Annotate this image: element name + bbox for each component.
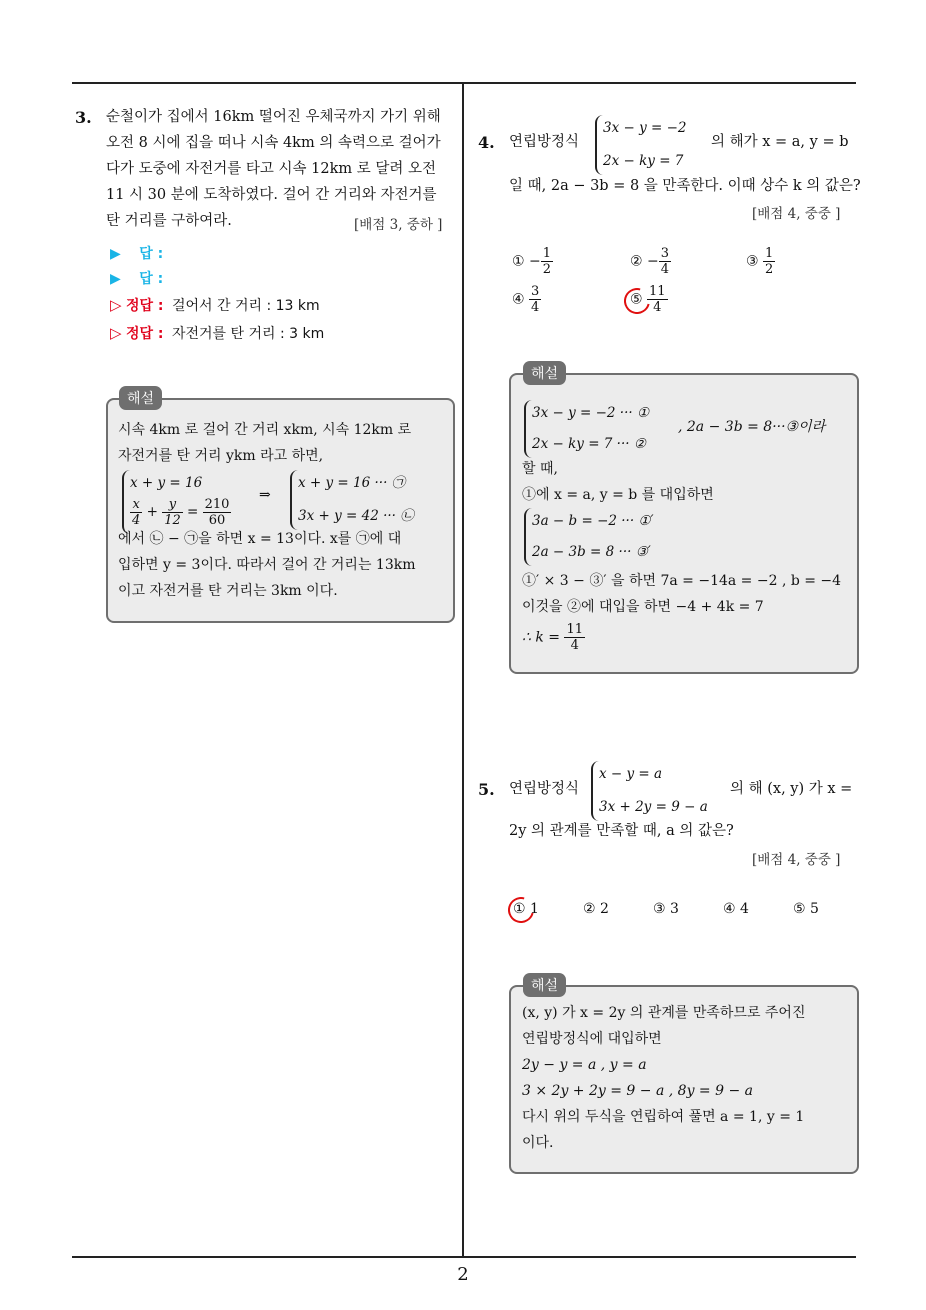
fraction: $\frac{11}{4}$	[649, 284, 666, 315]
q5-explanation-tag: 해설	[523, 973, 566, 997]
q3-explain-line: 입하면 y = 3이다. 따라서 걸어 간 거리는 13km	[118, 557, 416, 573]
q4-explain-system-1	[524, 400, 649, 458]
q3-explain-line: 자전거를 탄 거리 ykm 라고 하면,	[118, 448, 324, 464]
play-triangle-icon: ▶	[110, 246, 121, 262]
equation: 2a − 3b = 8 ··· ③′	[532, 544, 651, 560]
answer-label: 답 :	[139, 246, 164, 262]
q5-explain-line: 2y − y = a , y = a	[522, 1057, 647, 1073]
correct-label: 정답 :	[126, 298, 164, 314]
q4-explain-final: ∴ k = $\frac{11}{4}$	[522, 622, 584, 653]
equation: x + y = 16 ··· ㉠	[298, 475, 406, 491]
q4-score: [배점 4, 중중 ]	[752, 206, 841, 222]
fraction: $\frac{3}{4}$	[531, 284, 540, 315]
q4-choice-3[interactable]: ③ $\frac{1}{2}$	[746, 246, 774, 277]
q5-number: 5.	[478, 780, 495, 799]
q3-answer-2	[110, 268, 163, 288]
q5-explain-line: 이다.	[522, 1135, 554, 1151]
fraction: $\frac{11}{4}$	[566, 622, 584, 653]
fraction: $\frac{1}{2}$	[765, 246, 774, 277]
q5-choice-2[interactable]: ② 2	[583, 901, 609, 917]
q4-line2: 일 때, 2a − 3b = 8 을 만족한다. 이때 상수 k 의 값은?	[509, 178, 861, 194]
q5-explain-line: 3 × 2y + 2y = 9 − a , 8y = 9 − a	[522, 1083, 753, 1099]
q4-explanation-tag: 해설	[523, 361, 566, 385]
fraction: $\frac{3}{4}$	[660, 246, 670, 277]
q3-line: 탄 거리를 구하여라.	[106, 213, 232, 229]
q3-correct-1	[110, 295, 320, 315]
top-rule	[72, 82, 856, 84]
q5-suffix: 의 해 (x, y) 가 x =	[730, 781, 853, 797]
q3-explain-line: 에서 ㉡ − ㉠을 하면 x = 13이다. x를 ㉠에 대	[118, 531, 402, 547]
q3-correct-2	[110, 323, 324, 343]
q4-explain-line: ①′ × 3 − ③′ 을 하면 7a = −14a = −2 , b = −4	[522, 573, 842, 589]
q5-choice-5[interactable]: ⑤ 5	[793, 901, 819, 917]
outline-triangle-icon: ▷	[110, 324, 122, 342]
q5-explain-line: 다시 위의 두식을 연립하여 풀면 a = 1, y = 1	[522, 1109, 805, 1125]
q5-choice-4[interactable]: ④ 4	[723, 901, 749, 917]
q3-number: 3.	[75, 108, 92, 127]
q3-explanation-tag: 해설	[119, 386, 162, 410]
q4-choice-5[interactable]: ⑤ $\frac{11}{4}$	[630, 284, 666, 315]
q5-choice-3[interactable]: ③ 3	[653, 901, 679, 917]
q3-line: 순철이가 집에서 16km 떨어진 우체국까지 가기 위해	[106, 109, 441, 125]
q5-explain-line: 연립방정식에 대입하면	[522, 1031, 662, 1047]
fraction: $\frac{210}{60}$	[204, 497, 230, 528]
equation: 3a − b = −2 ··· ①′	[532, 513, 654, 529]
implies-arrow: ⇒	[259, 487, 271, 503]
q3-line: 오전 8 시에 집을 떠나 시속 4km 의 속력으로 걸어가	[106, 135, 441, 151]
q4-choice-2[interactable]: ② − $\frac{3}{4}$	[630, 246, 670, 277]
q5-prefix: 연립방정식	[509, 781, 580, 797]
q5-system	[591, 761, 708, 821]
q3-explain-line: 이고 자전거를 탄 거리는 3km 이다.	[118, 583, 338, 599]
q3-system-left	[122, 470, 231, 534]
q4-number: 4.	[478, 133, 495, 152]
bottom-rule	[72, 1256, 856, 1258]
page-number: 2	[457, 1264, 469, 1285]
equation: x − y = a	[599, 766, 663, 782]
q4-explain-line: 이것을 ②에 대입을 하면 −4 + 4k = 7	[522, 599, 764, 615]
correct-label: 정답 :	[126, 326, 164, 342]
equation: $\frac{x}{4}$ + $\frac{y}{12}$ = $\frac{210}{60}$	[132, 497, 230, 528]
column-divider	[462, 82, 464, 1257]
q5-choice-1[interactable]: ① 1	[513, 901, 539, 917]
equation: 2x − ky = 7 ··· ②	[532, 436, 646, 452]
q3-line: 다가 도중에 자전거를 타고 시속 12km 로 달려 오전	[106, 161, 436, 177]
q4-explain-system-2	[524, 508, 654, 566]
equation: 3x − y = −2	[603, 120, 687, 136]
q4-prefix: 연립방정식	[509, 134, 580, 150]
q3-explain-line: 시속 4km 로 걸어 간 거리 xkm, 시속 12km 로	[118, 422, 412, 438]
answer-label: 답 :	[139, 271, 164, 287]
equation: x + y = 16	[130, 475, 203, 491]
selected-answer-circle-icon	[503, 892, 539, 928]
equation: 3x + y = 42 ··· ㉡	[298, 508, 414, 524]
fraction: $\frac{x}{4}$	[132, 497, 141, 528]
play-triangle-icon: ▶	[110, 271, 121, 287]
q5-line2: 2y 의 관계를 만족할 때, a 의 값은?	[509, 823, 734, 839]
q4-explain-line: ①에 x = a, y = b 를 대입하면	[522, 487, 714, 503]
q4-choice-4[interactable]: ④ $\frac{3}{4}$	[512, 284, 540, 315]
q4-system	[595, 115, 687, 175]
q4-explain-line: 할 때,	[522, 461, 558, 477]
q3-score: [배점 3, 중하 ]	[354, 217, 443, 233]
q3-answer-1	[110, 243, 163, 263]
q4-explain-line: , 2a − 3b = 8···③이라	[678, 419, 826, 435]
q3-line: 11 시 30 분에 도착하였다. 걸어 간 거리와 자전거를	[106, 187, 437, 203]
q3-system-right	[290, 470, 414, 530]
q5-explain-line: (x, y) 가 x = 2y 의 관계를 만족하므로 주어진	[522, 1005, 806, 1021]
fraction: $\frac{1}{2}$	[542, 246, 552, 277]
correct-answer-walk: 걸어서 간 거리 : 13 km	[171, 298, 320, 314]
outline-triangle-icon: ▷	[110, 296, 122, 314]
equation: 3x − y = −2 ··· ①	[532, 405, 650, 421]
q5-score: [배점 4, 중중 ]	[752, 852, 841, 868]
q4-choice-1[interactable]: ① − $\frac{1}{2}$	[512, 246, 552, 277]
q4-suffix: 의 해가 x = a, y = b	[711, 134, 849, 150]
equation: 2x − ky = 7	[603, 153, 684, 169]
fraction: $\frac{y}{12}$	[164, 497, 181, 528]
equation: 3x + 2y = 9 − a	[599, 799, 708, 815]
correct-answer-bike: 자전거를 탄 거리 : 3 km	[171, 326, 325, 342]
